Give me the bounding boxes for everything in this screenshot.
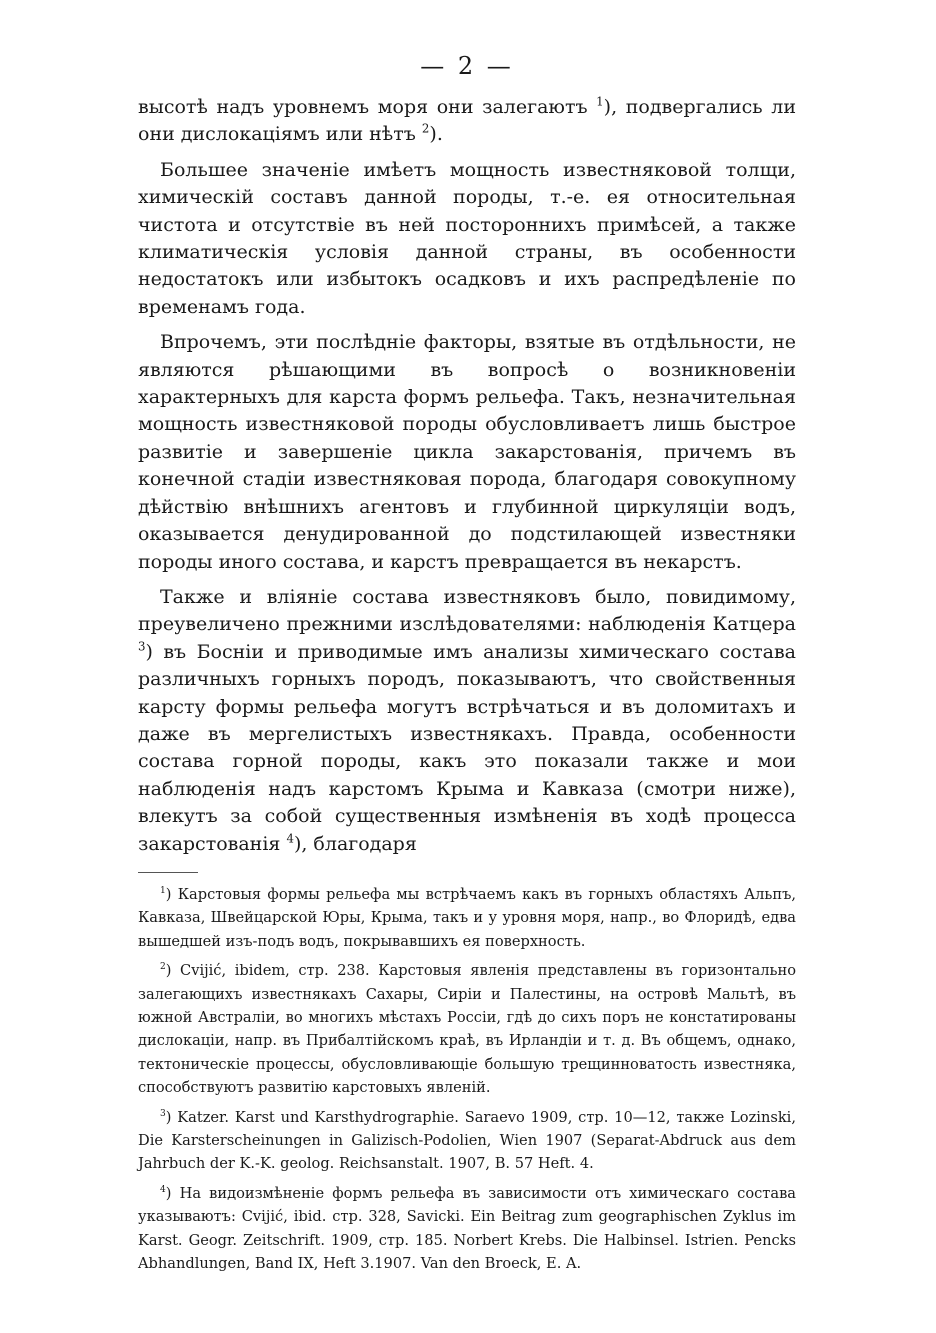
footnote-mark: 3 [160,1108,166,1119]
paragraph-3: Впрочемъ, эти послѣдніе факторы, взятые въ отдѣльности, не являются рѣшающими въ вопросѣ о возникновеніи характерныхъ для карста формъ рельефа. Такъ, незначительная мощность известняковой породы обусловливаетъ лишь быстрое развитіе и завершеніе цикла закарстованія, причемъ въ конечной стадіи известняковая порода, благодаря совокупному дѣйствію внѣшнихъ агентовъ и глубинной циркуляціи водъ, оказывается денудированной до подстилающей известняки породы иного состава, и карстъ превращается въ некарстъ. [138,331,796,573]
footnote: $^1$) Карстовыя формы рельефа мы встрѣчаемъ какъ въ горныхъ областяхъ Альпъ, Кавказа, Швейцарской Юры, Крыма, такъ и у уровня моря, напр., во Флоридѣ, едва вышедшей изъ-подъ водъ, покрывавшихъ ея поверхность. [138,885,796,950]
footnote: $^4$) На видоизмѣненіе формъ рельефа въ зависимости отъ химическаго состава указываютъ: Cvijić, ibid. стр. 328, Savicki. Ein Beitrag zum geographischen Zyklus im Karst. Geogr. Zeitschrift. 1909, стр. 185. Norbert Krebs. Die Halbinsel. Istrien. Pencks Abhandlungen, Band IX, Heft 3.1907. Van den Broeck, E. A. [138,1184,796,1273]
footnote-ref-1: 1 [596,94,604,109]
page [138,52,796,1281]
footnote: $^2$) Cvijić, ibidem, стр. 238. Карстовыя явленія представлены въ горизонтально залегающихъ известнякахъ Сахары, Сиріи и Палестины, на островѣ Мальтѣ, въ южной Австраліи, во многихъ мѣстахъ Россіи, гдѣ до сихъ поръ не констатированы дислокаціи, напр. въ Прибалтійскомъ краѣ, въ Ирландіи и т. д. Въ общемъ, однако, тектоническіе процессы, обусловливающіе большую трещинноватость известняка, способствуютъ развитію карстовыхъ явленій. [138,962,796,1097]
paragraph-2: Большее значеніе имѣетъ мощность известняковой толщи, химическій составъ данной породы, т.-е. ея относительная чистота и отсутствіе въ ней постороннихъ примѣсей, а также климатическія условія данной страны, въ особенности недостатокъ или избытокъ осадковъ и ихъ распредѣленіе по временамъ года. [138,158,796,318]
footnote-mark: 1 [160,886,166,897]
footnotes [138,883,796,1276]
footnote-ref-4: 4 [286,831,294,846]
body-text [138,94,796,858]
paragraph-4: Также и вліяніе состава известняковъ было, повидимому, преувеличено прежними изслѣдователями: наблюденія Катцера $^3$) въ Босніи и приводимые имъ анализы химическаго состава различныхъ горныхъ породъ, показываютъ, что свойственныя карсту формы рельефа могутъ встрѣчаться и въ доломитахъ и даже въ мергелистыхъ известнякахъ. Правда, особенности состава горной породы, какъ это показали также и мои наблюденія надъ карстомъ Крыма и Кавказа (смотри ниже), влекутъ за собой существенныя измѣненія въ ходѣ процесса закарстованія $^4$), благодаря [138,585,796,855]
page-number: — 2 — [420,52,514,80]
footnote-mark: 2 [160,962,166,973]
paragraph-1: высотѣ надъ уровнемъ моря они залегаютъ $^1$), подвергались ли они дислокаціямъ или нѣтъ $^2$). [138,94,796,146]
footnote-ref-3: 3 [138,639,146,654]
footnote-ref-2: 2 [421,122,430,137]
footnote-mark: 4 [160,1184,166,1195]
footnote: $^3$) Katzer. Karst und Karsthydrographie. Saraevo 1909, стр. 10—12, также Lozinski, Die Karsterscheinungen in Galizisch-Podolien, Wien 1907 (Separat-Abdruck aus dem Jahrbuch der K.-K. geolog. Reichsanstalt. 1907, B. 57 Heft. 4. [138,1108,796,1173]
footnote-divider [138,872,198,873]
